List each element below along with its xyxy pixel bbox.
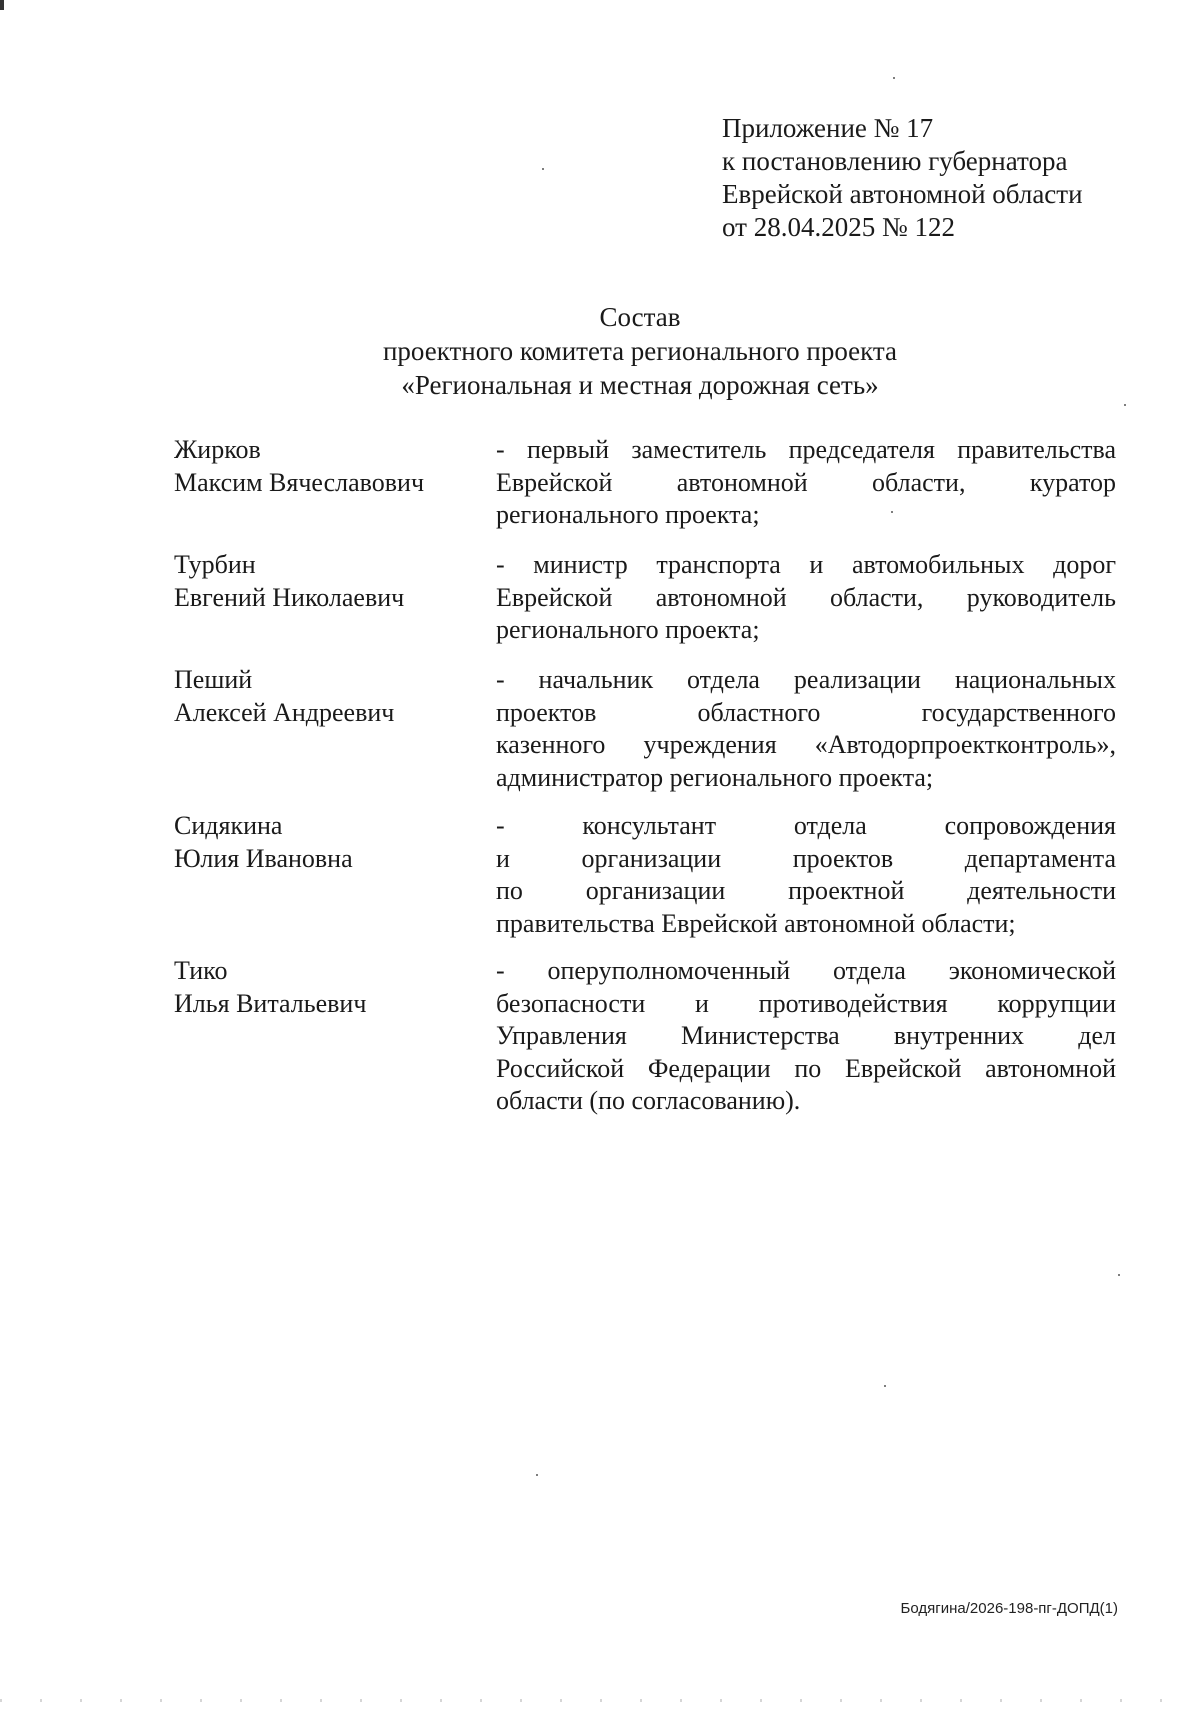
member-name: [174, 955, 474, 1020]
member-role-line: Российской Федерации по Еврейской автономной: [496, 1053, 1116, 1083]
member-surname: Жирков: [174, 435, 261, 464]
member-surname: Тико: [174, 956, 228, 985]
appendix-date-number: от 28.04.2025 № 122: [722, 212, 955, 242]
scan-bottom-edge: [0, 1699, 1200, 1702]
member-name: [174, 664, 474, 729]
member-role-line: казенного учреждения «Автодорпроектконтроль»,: [496, 730, 1116, 759]
title-heading: Состав: [599, 302, 681, 332]
member-role-line: и организации проектов департамента: [496, 843, 1116, 873]
scan-speck: [884, 1385, 886, 1387]
member-role: [496, 549, 1116, 647]
member-surname: Сидякина: [174, 811, 283, 840]
scan-speck: [891, 511, 893, 513]
member-role-line: - консультант отдела сопровождения: [496, 811, 1116, 840]
member-role-line: - министр транспорта и автомобильных дорог: [496, 550, 1116, 579]
member-name: [174, 810, 474, 875]
member-role-line: правительства Еврейской автономной области;: [496, 908, 1016, 938]
appendix-ref-decree: к постановлению губернатора: [722, 146, 1068, 176]
appendix-header: [722, 112, 1142, 244]
member-role: [496, 955, 1116, 1118]
member-role-line: безопасности и противодействия коррупции: [496, 988, 1116, 1018]
member-role-line: регионального проекта;: [496, 615, 760, 644]
appendix-number: Приложение № 17: [722, 113, 934, 143]
scan-speck: [542, 168, 544, 170]
member-given-name: Алексей Андреевич: [174, 697, 395, 727]
member-given-name: Максим Вячеславович: [174, 467, 425, 497]
member-role-line: регионального проекта;: [496, 500, 760, 529]
member-given-name: Илья Витальевич: [174, 988, 367, 1018]
member-role-line: - первый заместитель председателя правительства: [496, 435, 1116, 464]
member-role-line: администратор регионального проекта;: [496, 762, 934, 792]
scan-speck: [893, 77, 895, 79]
member-surname: Пеший: [174, 665, 253, 694]
member-role-line: Еврейской автономной области, куратор: [496, 467, 1116, 497]
member-role-line: Управления Министерства внутренних дел: [496, 1021, 1116, 1050]
member-role: [496, 664, 1116, 794]
member-role: [496, 434, 1116, 532]
member-role-line: - оперуполномоченный отдела экономической: [496, 956, 1116, 985]
member-role-line: области (по согласованию).: [496, 1086, 801, 1115]
member-given-name: Евгений Николаевич: [174, 582, 405, 612]
member-role-line: по организации проектной деятельности: [496, 876, 1116, 905]
member-role: [496, 810, 1116, 940]
member-role-line: - начальник отдела реализации национальных: [496, 665, 1116, 694]
scan-speck: [536, 1474, 538, 1476]
appendix-ref-region: Еврейской автономной области: [722, 179, 1083, 209]
member-name: [174, 434, 474, 499]
title-committee: проектного комитета регионального проекта: [382, 336, 898, 366]
member-name: [174, 549, 474, 614]
document-reference-code: Бодягина/2026-198-пг-ДОПД(1): [900, 1600, 1118, 1617]
member-role-line: проектов областного государственного: [496, 697, 1116, 727]
member-surname: Турбин: [174, 550, 256, 579]
member-role-line: Еврейской автономной области, руководитель: [496, 582, 1116, 612]
title-project: «Региональная и местная дорожная сеть»: [401, 370, 879, 400]
scan-speck: [1118, 1274, 1120, 1276]
scan-corner-mark: [0, 0, 4, 10]
member-given-name: Юлия Ивановна: [174, 843, 353, 873]
document-title: [0, 300, 1200, 402]
scan-speck: [1124, 404, 1126, 406]
